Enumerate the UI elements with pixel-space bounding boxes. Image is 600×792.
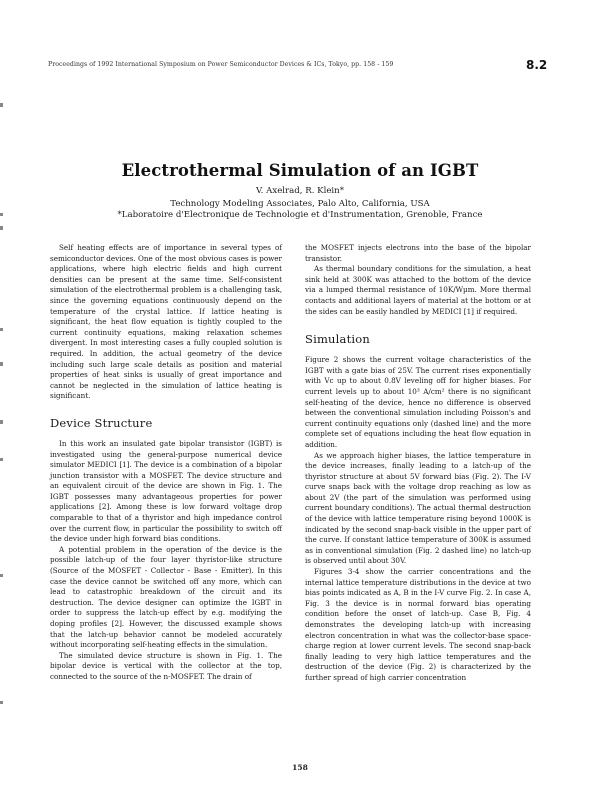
body-paragraph: As we approach higher biases, the lattice temperature in the device increases, finally leading to a latch-up of the thyristor structure at about 5V forward bias (Fig. 2). The I-V curve snaps back with the voltage drop reaching as low as about 2V (the part of the simulation was performed using current boundary conditions). The actual thermal destruction of the device with lattice temperature rising beyond 1000K is indicated by the second snap-back visible in the upper part of the curve. If constant lattice temperature of 300K is assumed as in conventional simulation (Fig. 2 dashed line) no latch-up is observed until about 30V. [305,450,531,566]
body-paragraph: The simulated device structure is shown in Fig. 1. The bipolar device is vertical with the collector at the top, connected to the source of the n-MOSFET. The drain of [50,650,282,681]
body-paragraph: A potential problem in the operation of the device is the possible latch-up of the four layer thyristor-like structure (Source of the MOSFET - Collector - Base - Emitter). In this case the device cannot be switched off any more, which can lead to catastrophic breakdown of the circuit and its destruction. The device designer can optimize the IGBT in order to suppress the latch-up effect by e.g. modifying the doping profiles [2]. However, the discussed example shows that the latch-up behavior cannot be modeled accurately without incorporating self-heating effects in the simulation. [50,544,282,650]
section-heading-simulation: Simulation [305,332,371,347]
body-paragraph: In this work an insulated gate bipolar transistor (IGBT) is investigated using the general-purpose numerical device simulator MEDICI [1]. The device is a combination of a bipolar junction transistor with a MOSFET. The device structure and an equivalent circuit of the device are shown in Fig. 1. The IGBT possesses many advantageous properties for power applications [2]. Among these is low forward voltage drop comparable to that of a thyristor and high impedance control over the current flow, in particular the possibility to switch off the device under high forward bias conditions. [50,438,282,544]
intro-paragraph: Self heating effects are of importance in several types of semiconductor devices. One of the most obvious cases is power applications, where high electric fields and high current densities can be present at the same time. Self-consistent simulation of the electrothermal problem is a challenging task, since the governing equations continuously depend on the temperature of the crystal lattice. If lattice heating is significant, the heat flow equation is tightly coupled to the current continuity equations, making relaxation schemes divergent. In most interesting cases a fully coupled solution is required. In addition, the actual geometry of the device including such large scale details as position and material properties of heat sinks is usually of great importance and cannot be neglected in the simulation of lattice heating is significant. [50,243,282,401]
carry-over-paragraph: the MOSFET injects electrons into the base of the bipolar transistor. [305,243,531,263]
thermal-boundary-paragraph: As thermal boundary conditions for the simulation, a heat sink held at 300K was attached to the bottom of the device via a lumped thermal resistance of 10K/Wµm. More thermal contacts and additional layers of material at the bottom or at the sides can be easily handled by MEDICI [1] if required. [305,264,531,316]
page-folio: 158 [292,763,308,772]
body-paragraph: Figures 3-4 show the carrier concentrations and the internal lattice temperature distributions in the device at two bias points indicated as A, B in the I-V curve Fig. 2. In case A, Fig. 3 the device is in normal forward bias operating condition before the onset of latch-up. Case B, Fig. 4 demonstrates the developing latch-up with increasing electron concentration in what was the collector-base space-charge region at lower current levels. The second snap-back finally leading to very high lattice temperatures and the destruction of the device (Fig. 2) is characterized by the further spread of high carrier concentration [305,567,531,682]
paper-title: Electrothermal Simulation of an IGBT [121,161,479,180]
section-heading-device-structure: Device Structure [50,415,153,430]
section-number: 8.2 [526,58,548,72]
authors: V. Axelrad, R. Klein* [255,186,345,196]
left-column [50,243,282,683]
affiliation-2: *Laboratoire d'Electronique de Technologie et d'Instrumentation, Grenoble, France [117,210,483,220]
right-column [305,243,531,684]
scan-binding-marks [0,0,8,792]
proceedings-citation: Proceedings of 1992 International Symposium on Power Semiconductor Devices & ICs, Tokyo, pp. 158 - 159 [48,61,394,68]
body-paragraph: Figure 2 shows the current voltage characteristics of the IGBT with a gate bias of 25V. The current rises exponentially with Vc up to about 0.8V leveling off for higher biases. For current levels up to about 10³ A/cm² there is no significant self-heating of the device, hence no difference is observed between the conventional simulation including Poisson's and current continuity equations only (dashed line) and the more complete set of equations including the heat flow equation in addition. [305,355,531,449]
affiliation-1: Technology Modeling Associates, Palo Alto, California, USA [170,199,430,209]
